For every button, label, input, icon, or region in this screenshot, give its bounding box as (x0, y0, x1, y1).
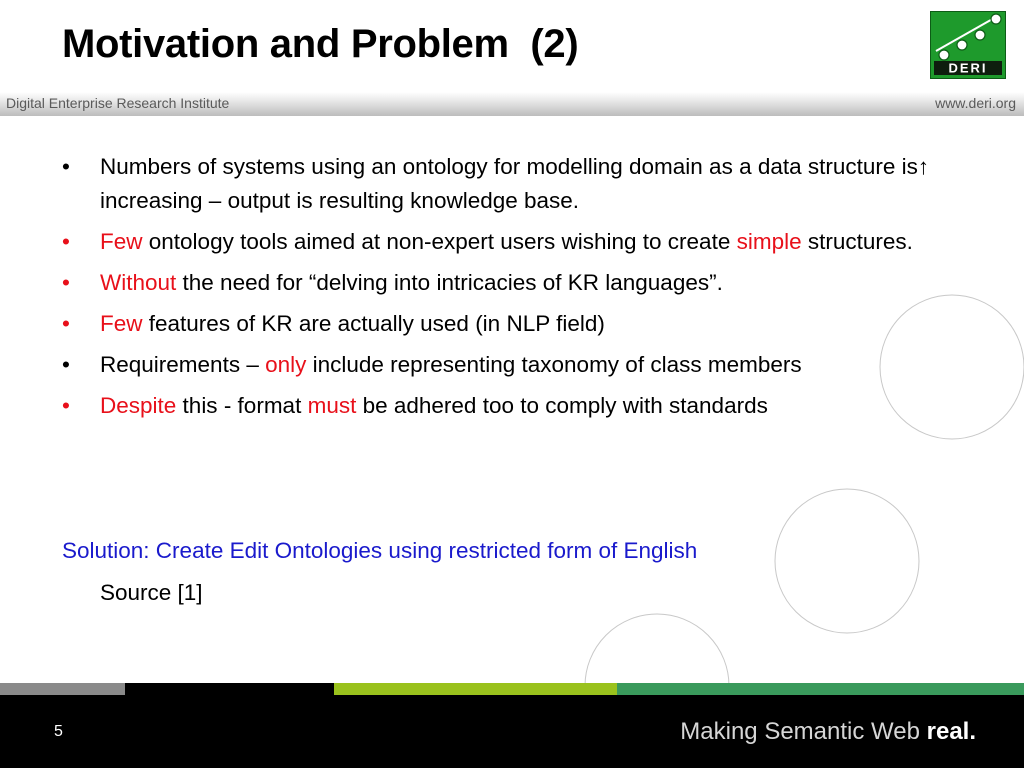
tagline-regular: Making Semantic Web (680, 718, 920, 745)
footer-tagline (680, 718, 976, 746)
bullet-item (62, 225, 962, 259)
institute-name: Digital Enterprise Research Institute (6, 95, 230, 111)
bullet-text: ontology tools aimed at non-expert users wishing to create (142, 229, 737, 254)
bullet-item (62, 266, 962, 300)
bullet-list (62, 150, 962, 430)
bullet-item (62, 389, 962, 423)
bullet-text: this - format (176, 393, 308, 418)
bullet-text: Numbers of systems using an ontology for modelling domain as a data structure is↑ increasing – output is resulting knowledge base. (100, 154, 930, 213)
highlight-text: Few (100, 311, 143, 336)
highlight-text: only (265, 352, 307, 377)
bullet-dot: • (62, 352, 70, 377)
bullet-dot: • (62, 311, 70, 336)
footer-stripe-lime (334, 683, 617, 695)
footer-stripe-gray (0, 683, 125, 695)
page-number: 5 (54, 723, 63, 740)
tagline-bold: real. (926, 718, 976, 745)
highlight-text: Few (100, 229, 143, 254)
bullet-text: be adhered too to comply with standards (356, 393, 768, 418)
bullet-dot: • (62, 393, 70, 418)
highlight-text: Without (100, 270, 177, 295)
bullet-dot: • (62, 154, 70, 179)
highlight-text: must (307, 393, 357, 418)
decorative-circle-2 (775, 489, 919, 633)
bullet-text: the need for “delving into intricacies of KR languages”. (176, 270, 723, 295)
svg-text:DERI: DERI (948, 60, 988, 76)
highlight-text: simple (736, 229, 802, 254)
footer-stripe-teal (617, 683, 1024, 695)
slide-title: Motivation and Problem (2) (62, 22, 579, 66)
source-text: Source [1] (100, 580, 203, 605)
bullet-item (62, 307, 962, 341)
bullet-text: features of KR are actually used (in NLP field) (142, 311, 605, 336)
bullet-text: include representing taxonomy of class members (306, 352, 802, 377)
bullet-item (62, 348, 962, 382)
bullet-dot: • (62, 229, 70, 254)
bullet-item (62, 150, 962, 218)
solution-text: Solution: Create Edit Ontologies using restricted form of English (62, 538, 698, 563)
website-url: www.deri.org (935, 95, 1016, 111)
highlight-text: Despite (100, 393, 177, 418)
deri-logo (930, 11, 1006, 79)
bullet-text: structures. (801, 229, 913, 254)
bullet-text: Requirements – (100, 352, 266, 377)
footer-stripe-black (125, 683, 334, 695)
bullet-dot: • (62, 270, 70, 295)
